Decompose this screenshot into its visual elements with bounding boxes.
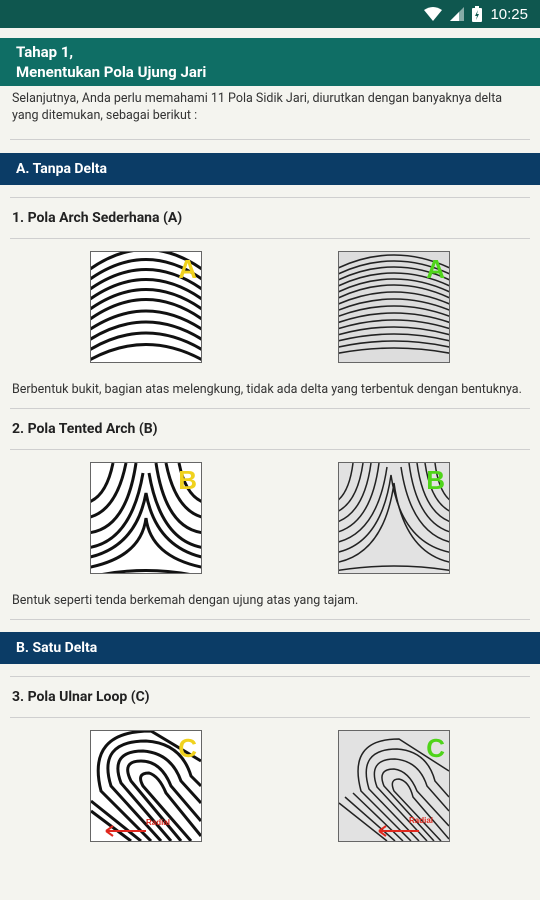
pattern-description-tented-arch: Bentuk seperti tenda berkemah dengan ujung atas yang tajam. bbox=[12, 593, 359, 608]
pattern-title-tented-arch: 2. Pola Tented Arch (B) bbox=[12, 421, 158, 437]
pattern-description-arch: Berbentuk bukit, bagian atas melengkung, tidak ada delta yang terbentuk dengan bentuknya. bbox=[12, 382, 522, 397]
clock: 10:25 bbox=[490, 5, 528, 23]
page-title: Tahap 1, Menentukan Pola Ujung Jari bbox=[16, 43, 207, 81]
divider bbox=[10, 717, 530, 718]
status-bar bbox=[0, 0, 540, 28]
fingerprint-photo-arch bbox=[338, 251, 450, 363]
fingerprint-drawing-arch bbox=[90, 251, 202, 363]
divider bbox=[10, 139, 530, 140]
divider bbox=[10, 449, 530, 450]
pattern-title-ulnar-loop: 3. Pola Ulnar Loop (C) bbox=[12, 689, 150, 705]
fingerprint-photo-tented-arch bbox=[338, 462, 450, 574]
page-header bbox=[0, 38, 540, 86]
pattern-title-arch: 1. Pola Arch Sederhana (A) bbox=[12, 210, 183, 226]
section-header-satu-delta: B. Satu Delta bbox=[0, 632, 540, 664]
signal-icon bbox=[450, 7, 464, 21]
pattern-letter: A bbox=[178, 254, 197, 284]
pattern-letter: B bbox=[426, 465, 445, 495]
pattern-images-ulnar-loop bbox=[12, 730, 528, 842]
pattern-letter: C bbox=[426, 733, 445, 763]
pattern-letter: B bbox=[178, 465, 197, 495]
intro-text: Selanjutnya, Anda perlu memahami 11 Pola Sidik Jari, diurutkan dengan banyaknya delta yang ditemukan, sebagai berikut : bbox=[12, 91, 503, 123]
battery-icon bbox=[472, 6, 482, 22]
radial-label: Radial bbox=[409, 816, 434, 825]
pattern-images-arch bbox=[12, 251, 528, 363]
section-header-tanpa-delta: A. Tanpa Delta bbox=[0, 153, 540, 185]
pattern-images-tented-arch bbox=[12, 462, 528, 574]
divider bbox=[10, 238, 530, 239]
fingerprint-photo-ulnar-loop bbox=[338, 730, 450, 842]
main-content bbox=[0, 90, 540, 140]
fingerprint-drawing-ulnar-loop bbox=[90, 730, 202, 842]
divider bbox=[10, 619, 530, 620]
pattern-letter: C bbox=[178, 733, 197, 763]
pattern-letter: A bbox=[426, 254, 445, 284]
fingerprint-drawing-tented-arch bbox=[90, 462, 202, 574]
wifi-icon bbox=[424, 7, 442, 21]
radial-label: Radial bbox=[146, 818, 171, 827]
